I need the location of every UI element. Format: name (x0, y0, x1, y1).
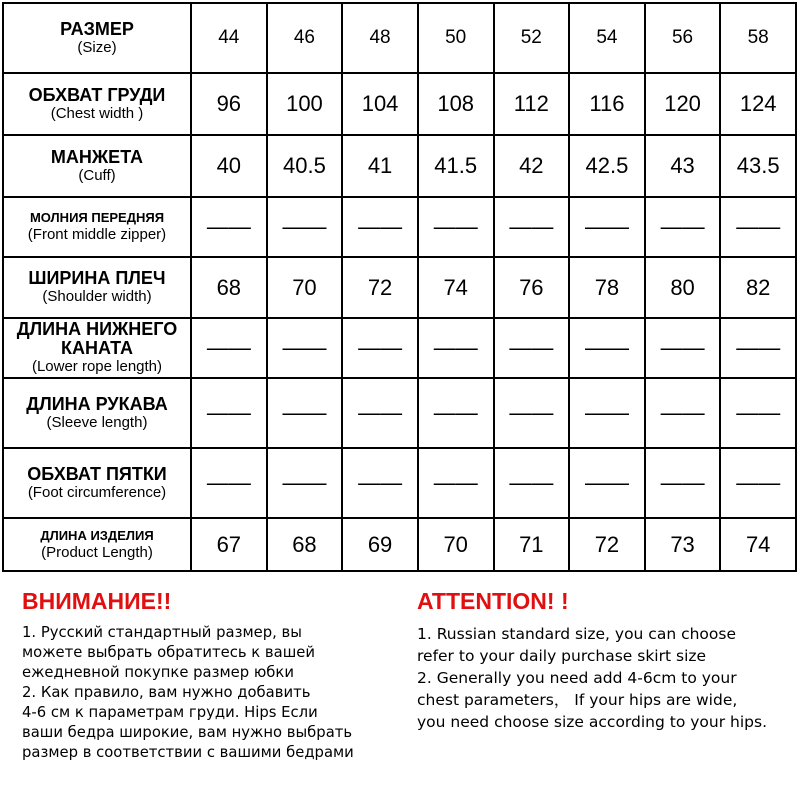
size-chart-table (2, 2, 797, 572)
table-cell: 42.5 (569, 135, 645, 197)
row-label-en: (Front middle zipper) (27, 226, 167, 243)
row-label (3, 518, 191, 571)
table-cell: —— (720, 448, 796, 518)
table-cell: 41 (342, 135, 418, 197)
attention-notes-en (417, 588, 767, 733)
table-cell: —— (645, 197, 721, 257)
row-label-en: (Size) (77, 38, 117, 56)
table-cell: 68 (267, 518, 343, 571)
row-label-en: (Foot circumference) (27, 483, 167, 501)
table-cell: 76 (494, 257, 570, 318)
table-cell: 80 (645, 257, 721, 318)
table-cell: —— (720, 378, 796, 448)
row-label-en: (Cuff) (78, 166, 116, 184)
table-cell: 70 (267, 257, 343, 318)
table-cell: 69 (342, 518, 418, 571)
table-cell: 44 (191, 3, 267, 73)
row-label (3, 3, 191, 73)
table-cell: 42 (494, 135, 570, 197)
table-cell: —— (191, 197, 267, 257)
table-row-sleeve (3, 378, 796, 448)
note-line: размер в соответствии с вашими бедрами (22, 744, 354, 761)
table-cell: 50 (418, 3, 494, 73)
table-cell: —— (645, 378, 721, 448)
row-label-ru: ДЛИНА ИЗДЕЛИЯ (40, 527, 154, 543)
row-label-en: (Chest width ) (50, 104, 144, 122)
note-line: можете выбрать обратитесь к вашей (22, 644, 315, 661)
table-cell: 112 (494, 73, 570, 135)
table-cell: —— (342, 448, 418, 518)
table-cell: 108 (418, 73, 494, 135)
table-row-shoulder (3, 257, 796, 318)
row-label (3, 135, 191, 197)
table-cell: —— (267, 448, 343, 518)
row-label-ru: МОЛНИЯ ПЕРЕДНЯЯ (29, 210, 165, 225)
table-cell: 104 (342, 73, 418, 135)
table-cell: 120 (645, 73, 721, 135)
table-cell: —— (418, 378, 494, 448)
table-cell: 78 (569, 257, 645, 318)
table-row-lower-rope (3, 318, 796, 378)
table-row-foot (3, 448, 796, 518)
table-cell: —— (645, 318, 721, 378)
table-cell: —— (720, 318, 796, 378)
row-label (3, 73, 191, 135)
note-line: 2. Как правило, вам нужно добавить (22, 684, 311, 701)
table-cell: 124 (720, 73, 796, 135)
row-label-ru: РАЗМЕР (60, 18, 134, 39)
row-label-ru: ОБХВАТ ГРУДИ (28, 84, 166, 105)
attention-title-en: ATTENTION! ! (417, 588, 569, 614)
table-cell: 72 (569, 518, 645, 571)
table-cell: 52 (494, 3, 570, 73)
table-cell: 116 (569, 73, 645, 135)
table-cell: —— (569, 448, 645, 518)
row-label (3, 197, 191, 257)
table-cell: —— (569, 197, 645, 257)
table-cell: 40 (191, 135, 267, 197)
note-line: 2. Generally you need add 4-6cm to your (417, 669, 737, 687)
table-cell: —— (494, 448, 570, 518)
table-cell: 41.5 (418, 135, 494, 197)
table-cell: —— (569, 318, 645, 378)
table-cell: —— (342, 197, 418, 257)
note-line: 4-6 см к параметрам груди. Hips Если (22, 704, 318, 721)
table-cell: 67 (191, 518, 267, 571)
table-cell: 56 (645, 3, 721, 73)
table-cell: 68 (191, 257, 267, 318)
row-label-ru: ДЛИНА РУКАВА (26, 393, 168, 414)
table-cell: —— (569, 378, 645, 448)
table-cell: —— (494, 318, 570, 378)
table-cell: 73 (645, 518, 721, 571)
table-cell: —— (418, 318, 494, 378)
table-cell: 74 (418, 257, 494, 318)
table-cell: —— (494, 197, 570, 257)
table-cell: 96 (191, 73, 267, 135)
table-row-front-zipper (3, 197, 796, 257)
table-row-product-length (3, 518, 796, 571)
table-cell: 43 (645, 135, 721, 197)
table-cell: 100 (267, 73, 343, 135)
table-cell: —— (494, 378, 570, 448)
row-label (3, 378, 191, 448)
row-label-en: (Sleeve length) (46, 413, 148, 431)
table-cell: 58 (720, 3, 796, 73)
table-cell: —— (418, 448, 494, 518)
note-line: refer to your daily purchase skirt size (417, 647, 707, 665)
table-cell: 71 (494, 518, 570, 571)
note-line: you need choose size according to your hips. (417, 713, 767, 731)
row-label-en: (Shoulder width) (42, 288, 152, 305)
row-label-ru: ШИРИНА ПЛЕЧ (28, 268, 166, 288)
table-row-size (3, 3, 796, 73)
table-cell: —— (267, 197, 343, 257)
table-cell: 48 (342, 3, 418, 73)
table-cell: 82 (720, 257, 796, 318)
note-line: ваши бедра широкие, вам нужно выбрать (22, 724, 353, 741)
table-cell: 43.5 (720, 135, 796, 197)
table-cell: —— (342, 318, 418, 378)
table-cell: —— (267, 318, 343, 378)
table-cell: —— (720, 197, 796, 257)
table-cell: 46 (267, 3, 343, 73)
table-row-cuff (3, 135, 796, 197)
row-label (3, 318, 191, 378)
table-cell: —— (191, 318, 267, 378)
table-cell: —— (191, 378, 267, 448)
note-line: 1. Russian standard size, you can choose (417, 625, 737, 643)
note-line: 1. Русский стандартный размер, вы (22, 624, 302, 641)
table-cell: —— (418, 197, 494, 257)
row-label (3, 257, 191, 318)
row-label-en: (Product Length) (41, 543, 153, 561)
note-line: ежедневной покупке размер юбки (22, 664, 294, 681)
row-label-ru: ОБХВАТ ПЯТКИ (27, 463, 167, 484)
table-cell: —— (645, 448, 721, 518)
table-cell: —— (342, 378, 418, 448)
attention-title-ru: ВНИМАНИЕ!! (22, 588, 172, 614)
table-cell: —— (191, 448, 267, 518)
table-cell: 72 (342, 257, 418, 318)
row-label-ru: МАНЖЕТА (50, 146, 144, 167)
table-cell: 40.5 (267, 135, 343, 197)
note-line: chest parameters， If your hips are wide, (417, 691, 738, 709)
row-label-en: (Lower rope length) (31, 358, 163, 375)
table-row-chest (3, 73, 796, 135)
table-cell: —— (267, 378, 343, 448)
table-cell: 74 (720, 518, 796, 571)
table-cell: 54 (569, 3, 645, 73)
table-cell: 70 (418, 518, 494, 571)
row-label (3, 448, 191, 518)
row-label-ru: ДЛИНА НИЖНЕГО КАНАТА (16, 319, 178, 358)
attention-notes-ru (22, 588, 354, 763)
